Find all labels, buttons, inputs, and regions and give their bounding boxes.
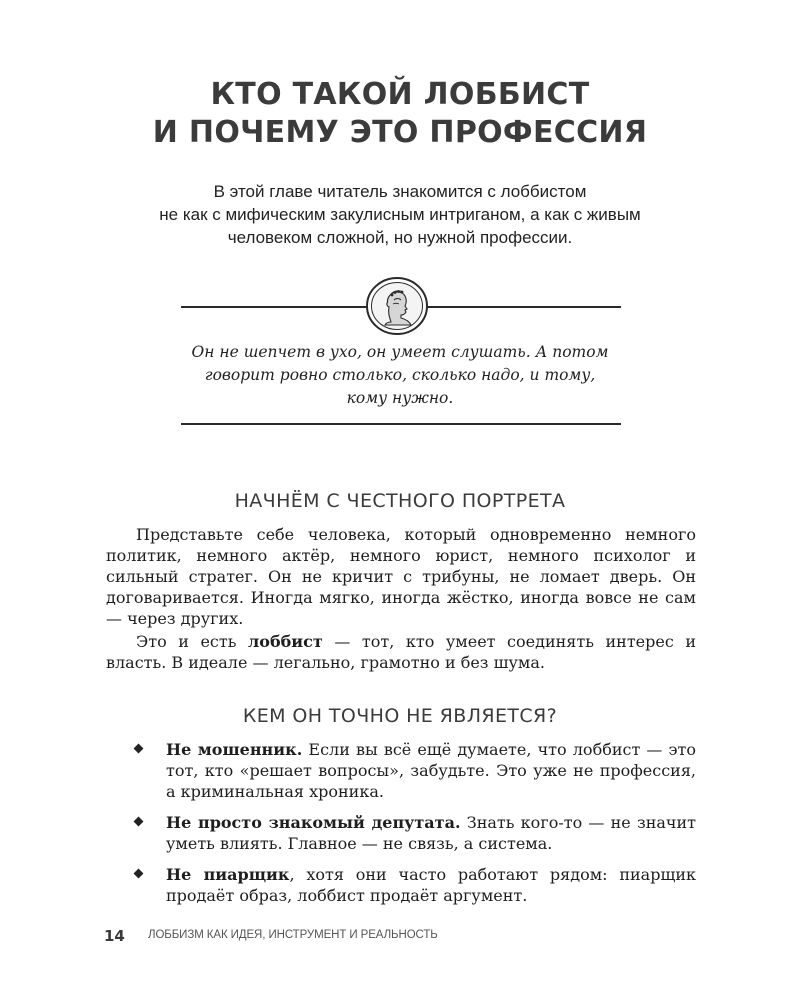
paragraph-text: — тот, кто умеет соединять интерес и власть. В идеале — легально, грамотно и без шума. bbox=[106, 632, 697, 672]
diamond-bullet-icon bbox=[134, 744, 144, 754]
chapter-title-line-1: КТО ТАКОЙ ЛОББИСТ bbox=[210, 77, 590, 112]
bullet-bold-lead: Не пиарщик bbox=[166, 865, 290, 884]
page-number: 14 bbox=[104, 927, 125, 945]
epigraph-bottom-rule bbox=[181, 423, 621, 425]
diamond-bullet-icon bbox=[134, 869, 144, 879]
running-title: ЛОББИЗМ КАК ИДЕЯ, ИНСТРУМЕНТ И РЕАЛЬНОСТЬ bbox=[148, 929, 438, 941]
chapter-title bbox=[0, 76, 800, 152]
section-heading-portrait: НАЧНЁМ С ЧЕСТНОГО ПОРТРЕТА bbox=[234, 490, 566, 512]
roman-profile-coin-icon bbox=[361, 276, 433, 336]
paragraph-portrait-2 bbox=[106, 631, 696, 673]
bullet-bold-lead: Не просто знакомый депутата. bbox=[166, 813, 461, 832]
chapter-intro bbox=[0, 180, 800, 249]
quote-line-2: говорит ровно столько, сколько надо, и тому, bbox=[204, 366, 596, 384]
quote-line-1: Он не шепчет в ухо, он умеет слушать. А потом bbox=[191, 343, 609, 361]
chapter-title-line-2: И ПОЧЕМУ ЭТО ПРОФЕССИЯ bbox=[152, 115, 648, 150]
quote-line-3: кому нужно. bbox=[346, 389, 454, 407]
section-heading-not-is: КЕМ ОН ТОЧНО НЕ ЯВЛЯЕТСЯ? bbox=[242, 705, 558, 727]
intro-line-1: В этой главе читатель знакомится с лоббистом bbox=[213, 182, 587, 201]
bullet-text: Если вы всё ещё думаете, что лоббист — это тот, кто «решает вопросы», забудьте. Это уже не профессия, а криминальная хроника. bbox=[166, 740, 696, 801]
intro-line-2: не как с мифическим закулисным интриганом, а как с живым bbox=[159, 205, 641, 224]
bullet-list bbox=[130, 739, 696, 916]
bullet-bold-lead: Не мошенник. bbox=[166, 740, 303, 759]
bold-term: лоббист bbox=[248, 632, 323, 651]
diamond-bullet-icon bbox=[134, 817, 144, 827]
bullet-text: , хотя они часто работают рядом: пиарщик продаёт образ, лоббист продаёт аргумент. bbox=[166, 865, 697, 905]
intro-line-3: человеком сложной, но нужной профессии. bbox=[227, 228, 573, 247]
paragraph-text: Это и есть bbox=[136, 632, 248, 651]
bullet-text: Знать кого-то — не значит уметь влиять. Главное — не связь, а система. bbox=[166, 813, 697, 853]
list-item bbox=[130, 864, 696, 906]
paragraph-portrait-1: Представьте себе человека, который одновременно немного политик, немного актёр, немного юрист, немного психолог и сильный стратег. Он не кричит с трибуны, не ломает дверь. Он договаривается. Иногда мягко, иногда жёстко, иногда вовсе не сам — через других. bbox=[106, 525, 696, 628]
list-item bbox=[130, 739, 696, 802]
list-item bbox=[130, 812, 696, 854]
epigraph-quote bbox=[170, 341, 630, 410]
